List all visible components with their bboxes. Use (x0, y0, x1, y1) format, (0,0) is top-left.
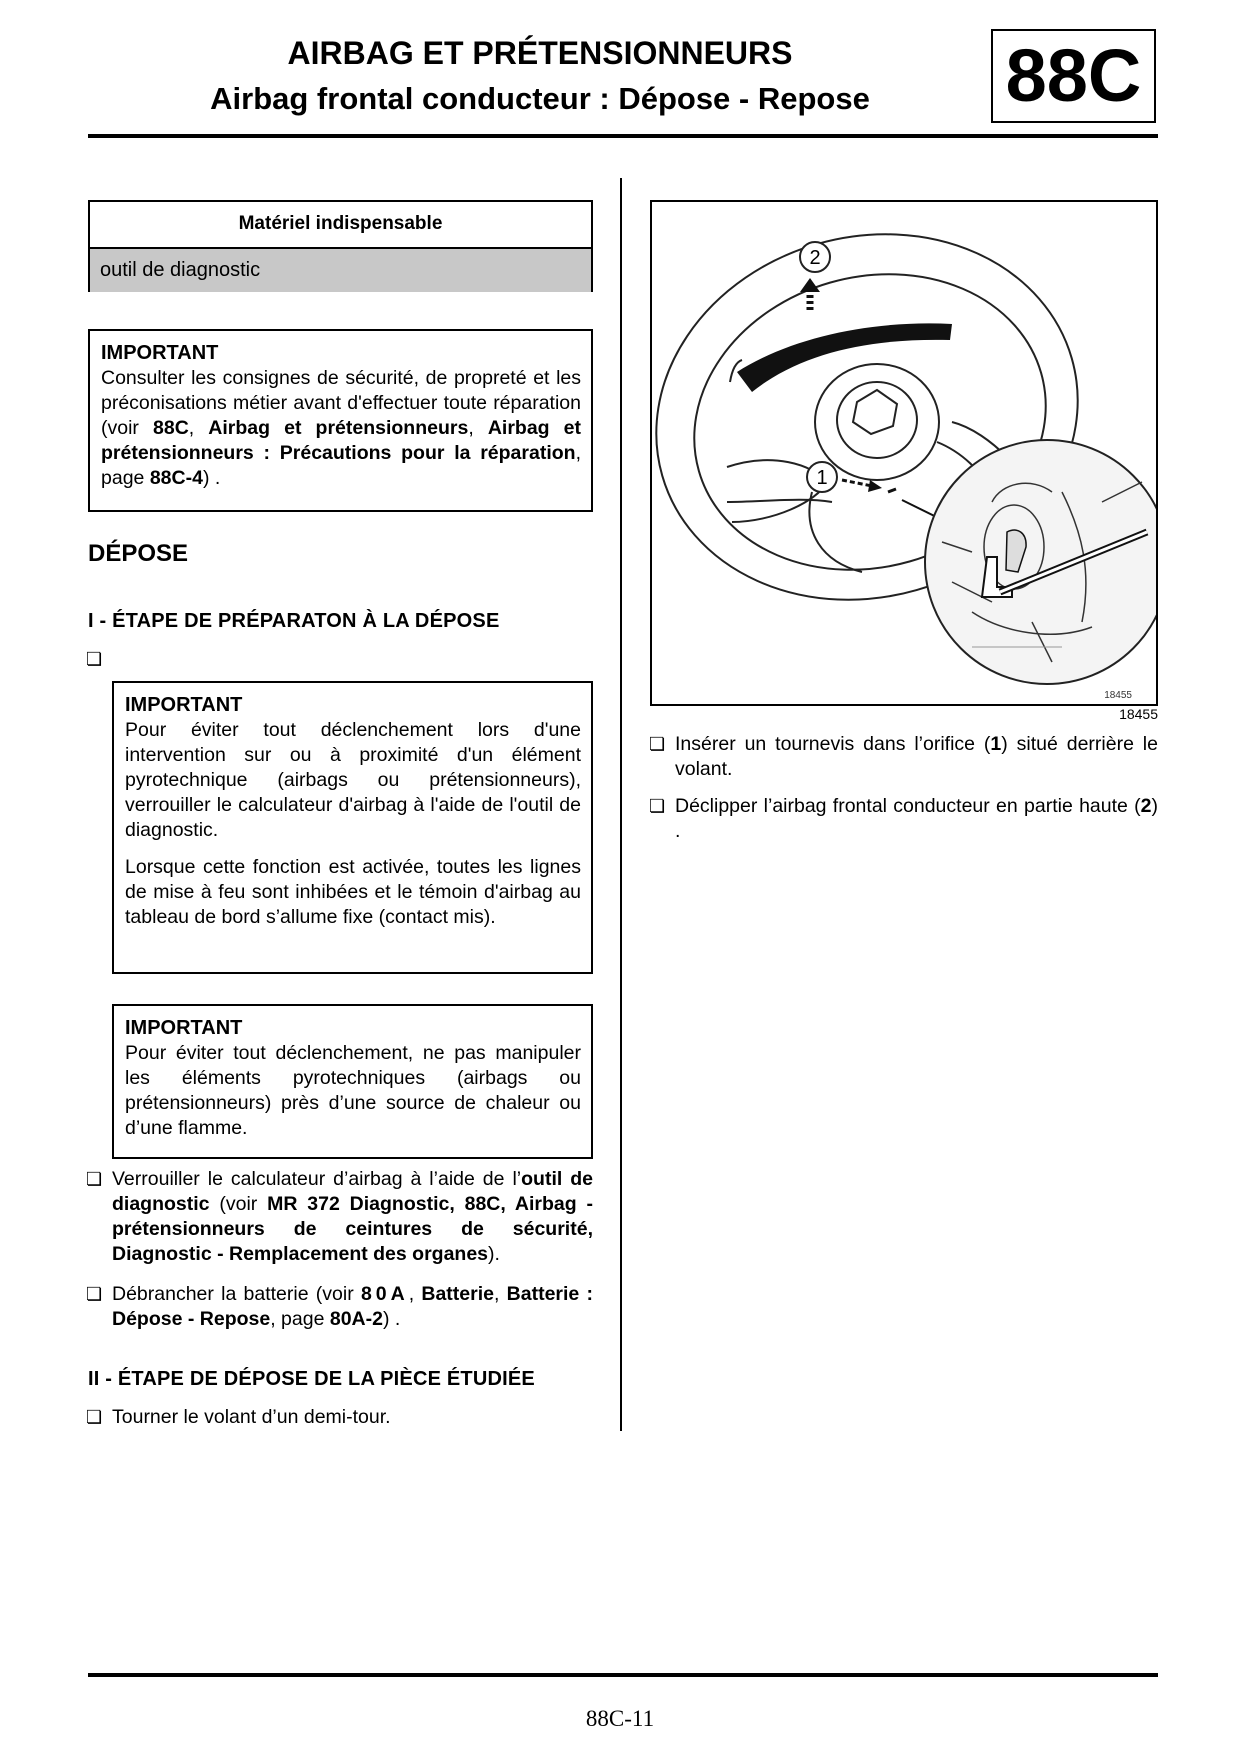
chapter-code: 88C (991, 29, 1156, 123)
instruction-lock-calculator: ❏ Verrouiller le calculateur d’airbag à l’aide de l’outil de diagnostic (voir MR 372 Diagnostic, 88C, Airbag - prétensionneurs de ceintures de sécurité, Diagnostic - Remplacement des organes). (86, 1168, 594, 1265)
footer-divider (88, 1673, 1158, 1677)
column-divider (620, 178, 622, 1431)
important-heading: IMPORTANT (125, 694, 243, 716)
checkbox-bullet: ❏ (86, 1284, 103, 1304)
checkbox-bullet: ❏ (86, 1407, 103, 1427)
page-title: AIRBAG ET PRÉTENSIONNEURS (287, 35, 793, 71)
important-text: Consulter les consignes de sécurité, de propreté et les préconisations métier avant d'effectuer toute réparation (voir 88C, Airbag et prétensionneurs, Airbag et prétensionneurs : Précautions pour la réparation, page 88C-4) . (101, 367, 581, 489)
figure-reference: 18455 (1119, 706, 1158, 722)
figure-ref-inner: 18455 (1104, 690, 1132, 701)
arrow-1-icon (842, 480, 896, 492)
checkbox-bullet: ❏ (86, 1169, 103, 1189)
required-equipment-item: outil de diagnostic (90, 249, 591, 292)
callout-1: 1 (816, 467, 828, 489)
important-heading: IMPORTANT (101, 342, 219, 364)
important-box-heat-source (112, 1004, 593, 1159)
detail-inset (925, 440, 1156, 684)
instruction-disconnect-battery: ❏ Débrancher la batterie (voir 80A, Batterie, Batterie : Dépose - Repose, page 80A-2) . (86, 1283, 593, 1330)
callout-2: 2 (809, 247, 821, 269)
important-text: Lorsque cette fonction est activée, toutes les lignes de mise à feu sont inhibées et le témoin d'airbag au tableau de bord s’allume fixe (contact mis). (125, 856, 581, 928)
step-2-title: II - ÉTAPE DE DÉPOSE DE LA PIÈCE ÉTUDIÉE (88, 1368, 535, 1390)
header-divider (88, 134, 1158, 138)
step-1-title: I - ÉTAPE DE PRÉPARATON À LA DÉPOSE (88, 610, 500, 632)
important-text: Pour éviter tout déclenchement, ne pas manipuler les éléments pyrotechniques (airbags ou prétensionneurs) près d’une source de chaleur ou d’une flamme. (125, 1042, 581, 1139)
instruction-unclip-airbag: ❏ Déclipper l’airbag frontal conducteur en partie haute (2) . (649, 795, 1158, 842)
arrow-2-icon (800, 278, 820, 310)
checkbox-bullet: ❏ (649, 796, 666, 816)
instruction-turn-wheel: ❏ Tourner le volant d’un demi-tour. (86, 1406, 391, 1428)
page-header (90, 30, 990, 122)
checkbox-bullet: ❏ (86, 649, 103, 669)
page-subtitle: Airbag frontal conducteur : Dépose - Repose (210, 81, 870, 116)
checkbox-bullet: ❏ (649, 734, 666, 754)
section-title-depose: DÉPOSE (88, 540, 189, 567)
page-number: 88C-11 (585, 1706, 655, 1731)
important-text: Pour éviter tout déclenchement lors d'une intervention sur ou à proximité d'un élément pyrotechnique (airbags ou prétensionneurs), verrouiller le calculateur d'airbag à l'aide de l'outil de diagnostic. (125, 719, 581, 841)
required-equipment-table (88, 200, 593, 292)
important-box-lock-airbag (112, 681, 593, 974)
instruction-insert-screwdriver: ❏ Insérer un tournevis dans l’orifice (1) situé derrière le volant. (649, 733, 1158, 780)
important-heading: IMPORTANT (125, 1017, 243, 1039)
required-equipment-heading: Matériel indispensable (90, 202, 591, 249)
important-box-safety (88, 329, 593, 512)
steering-wheel-illustration (652, 202, 1156, 704)
steering-wheel-figure (650, 200, 1158, 706)
